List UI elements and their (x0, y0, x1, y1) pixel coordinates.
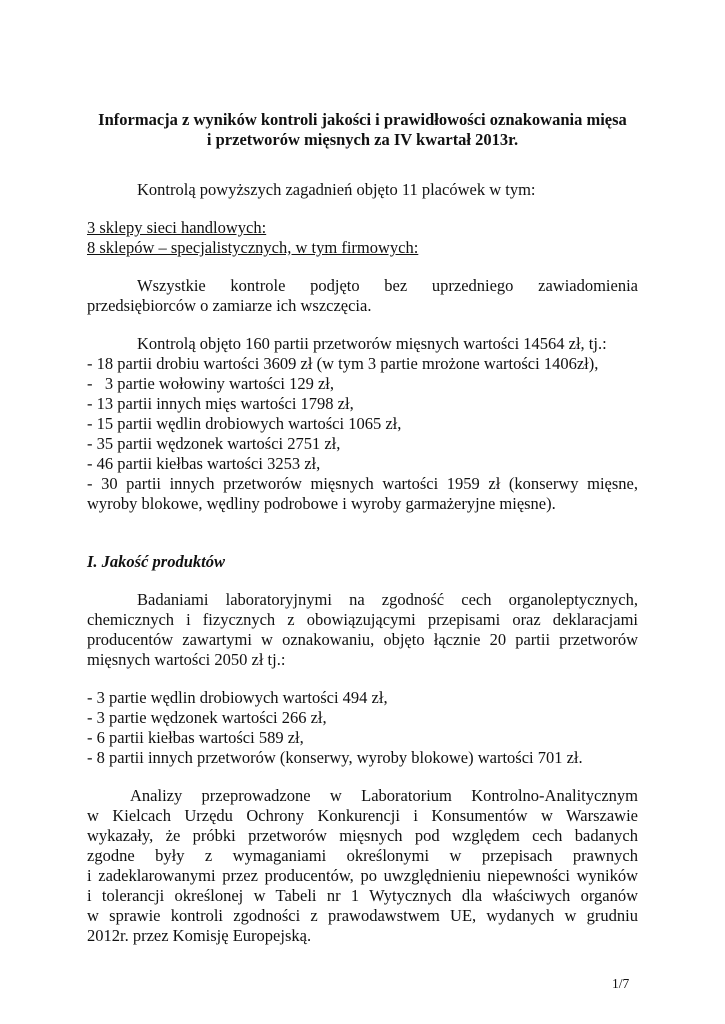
scope-item: - 15 partii wędlin drobiowych wartości 1065 zł, (87, 414, 402, 433)
page-number: 1/7 (612, 976, 630, 991)
analysis-line-2: w Kielcach Urzędu Ochrony Konkurencji i Konsumentów w Warszawie (87, 806, 638, 825)
document-title (60, 110, 665, 150)
analysis-line-3: wykazały, że próbki przetworów mięsnych pod względem cech badanych (87, 826, 638, 845)
analysis-line-1: Analizy przeprowadzone w Laboratorium Kontrolno-Analitycznym (130, 786, 638, 805)
analysis-line-8: 2012r. przez Komisję Europejską. (87, 926, 312, 945)
outlet-type-1: 3 sklepy sieci handlowych: (87, 218, 267, 237)
analysis-line-4: zgodne były z wymaganiami określonymi w przepisach prawnych (87, 846, 638, 865)
scope-item: - 30 partii innych przetworów mięsnych wartości 1959 zł (konserwy mięsne, (87, 474, 638, 493)
title-line-1: Informacja z wyników kontroli jakości i prawidłowości oznakowania mięsa (98, 110, 627, 129)
scope-intro: Kontrolą objęto 160 partii przetworów mięsnych wartości 14564 zł, tj.: (137, 334, 607, 353)
lab-line-4: mięsnych wartości 2050 zł tj.: (87, 650, 286, 669)
lab-line-2: chemicznych i fizycznych z obowiązującymi przepisami oraz deklaracjami (87, 610, 638, 629)
analysis-line-6: i tolerancji określonej w Tabeli nr 1 Wytycznych dla właściwych organów (87, 886, 638, 905)
analysis-line-5: i zadeklarowanymi przez producentów, po uwzględnieniu niepewności wyników (87, 866, 638, 885)
lab-item: - 8 partii innych przetworów (konserwy, wyroby blokowe) wartości 701 zł. (87, 748, 583, 767)
analysis-line-7: w sprawie kontroli zgodności z prawodawstwem UE, wydanych w grudniu (87, 906, 638, 925)
lab-item: - 3 partie wędlin drobiowych wartości 494 zł, (87, 688, 388, 707)
intro-paragraph: Kontrolą powyższych zagadnień objęto 11 placówek w tym: (137, 180, 536, 199)
notice-line-2: przedsiębiorców o zamiarze ich wszczęcia. (87, 296, 372, 315)
notice-line-1: Wszystkie kontrole podjęto bez uprzedniego zawiadomienia (137, 276, 638, 295)
section-heading-quality: I. Jakość produktów (87, 552, 225, 571)
scope-item: - 3 partie wołowiny wartości 129 zł, (87, 374, 334, 393)
lab-line-1: Badaniami laboratoryjnymi na zgodność cech organoleptycznych, (137, 590, 638, 609)
scope-item-continuation: wyroby blokowe, wędliny podrobowe i wyroby garmażeryjne mięsne). (87, 494, 556, 513)
scope-item: - 13 partii innych mięs wartości 1798 zł, (87, 394, 354, 413)
outlet-type-2: 8 sklepów – specjalistycznych, w tym firmowych: (87, 238, 419, 257)
title-line-2: i przetworów mięsnych za IV kwartał 2013r. (206, 130, 519, 149)
scope-item: - 46 partii kiełbas wartości 3253 zł, (87, 454, 321, 473)
lab-line-3: producentów zawartymi w oznakowaniu, objęto łącznie 20 partii przetworów (87, 630, 638, 649)
scope-item: - 18 partii drobiu wartości 3609 zł (w tym 3 partie mrożone wartości 1406zł), (87, 354, 599, 373)
scope-item: - 35 partii wędzonek wartości 2751 zł, (87, 434, 341, 453)
lab-item: - 6 partii kiełbas wartości 589 zł, (87, 728, 304, 747)
lab-item: - 3 partie wędzonek wartości 266 zł, (87, 708, 327, 727)
